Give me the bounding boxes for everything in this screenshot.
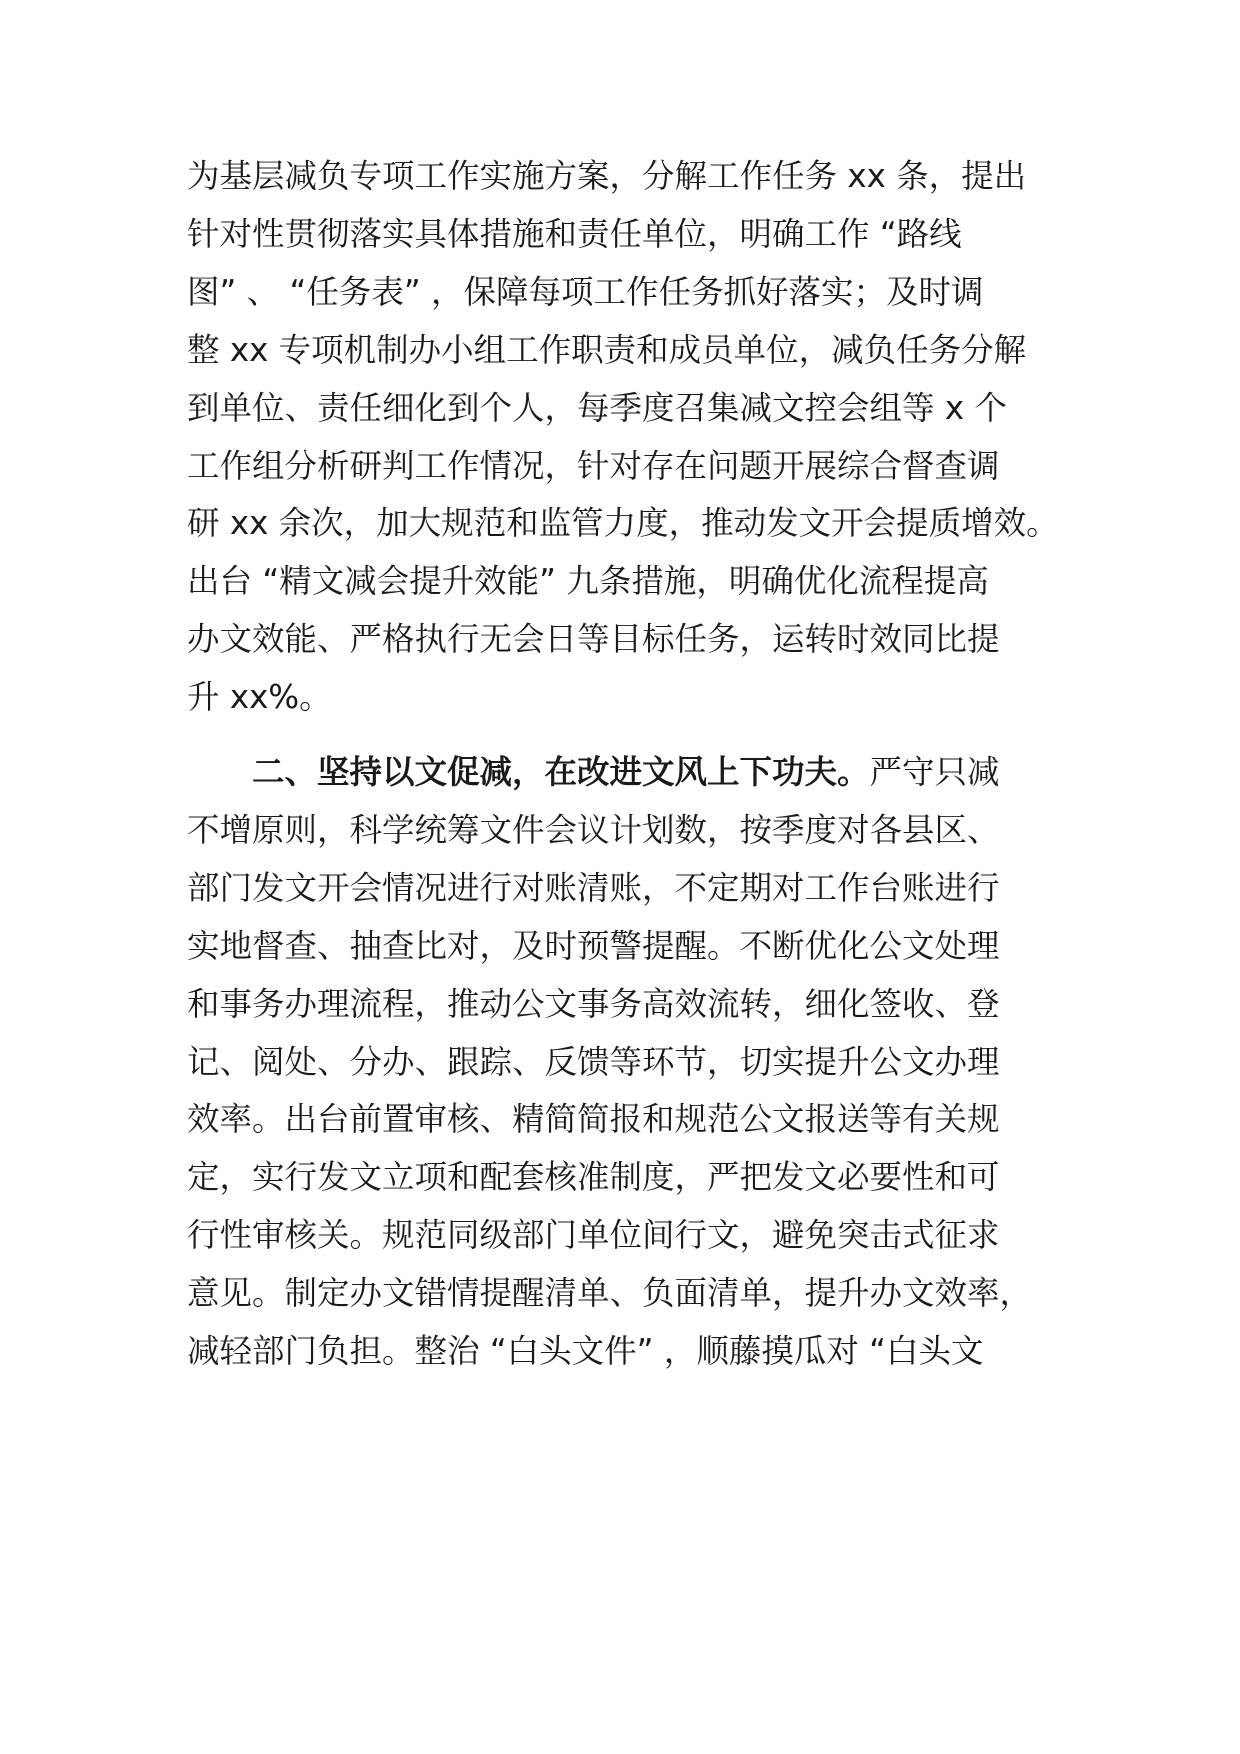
paragraph-line: 和事务办理流程，推动公文事务高效流转，细化签收、登 [187, 985, 1000, 1023]
paragraph-line: 定，实行发文立项和配套核准制度，严把发文必要性和可 [187, 1158, 1000, 1196]
paragraph-line: 行性审核关。规范同级部门单位间行文，避免突击式征求 [187, 1216, 1000, 1254]
paragraph-line: 工作组分析研判工作情况，针对存在问题开展综合督查调 [187, 447, 1000, 485]
paragraph-line: 研 xx 余次，加大规范和监管力度，推动发文开会提质增效。 [187, 504, 1059, 542]
paragraph-line: 意见。制定办文错情提醒清单、负面清单，提升办文效率， [187, 1274, 1033, 1312]
paragraph-line: 针对性贯彻落实具体措施和责任单位，明确工作 “路线 [187, 215, 962, 253]
paragraph-line: 记、阅处、分办、跟踪、反馈等环节，切实提升公文办理 [187, 1043, 1000, 1081]
paragraph-line: 出台 “精文减会提升效能” 九条措施，明确优化流程提高 [187, 562, 989, 600]
paragraph-line: 实地督查、抽查比对，及时预警提醒。不断优化公文处理 [187, 927, 1000, 965]
paragraph-line: 升 xx%。 [187, 678, 332, 716]
paragraph-line: 效率。出台前置审核、精简简报和规范公文报送等有关规 [187, 1100, 1000, 1138]
paragraph-line: 到单位、责任细化到个人，每季度召集减文控会组等 x 个 [187, 389, 1007, 427]
paragraph-line: 减轻部门负担。整治 “白头文件” ，顺藤摸瓜对 “白头文 [187, 1332, 984, 1370]
paragraph-line: 办文效能、严格执行无会日等目标任务，运转时效同比提 [187, 620, 1000, 658]
section-heading: 二、坚持以文促减，在改进文风上下功夫。 [252, 753, 870, 791]
section-first-line [252, 747, 1000, 797]
section-first-line-text: 严守只减 [869, 753, 1000, 791]
paragraph-line: 为基层减负专项工作实施方案，分解工作任务 xx 条，提出 [187, 157, 1027, 195]
paragraph-line: 整 xx 专项机制办小组工作职责和成员单位，减负任务分解 [187, 331, 1027, 369]
paragraph-line: 不增原则，科学统筹文件会议计划数，按季度对各县区、 [187, 811, 1000, 849]
paragraph-line: 图” 、 “任务表” ，保障每项工作任务抓好落实；及时调 [187, 273, 984, 311]
paragraph-line: 部门发文开会情况进行对账清账，不定期对工作台账进行 [187, 869, 1000, 907]
